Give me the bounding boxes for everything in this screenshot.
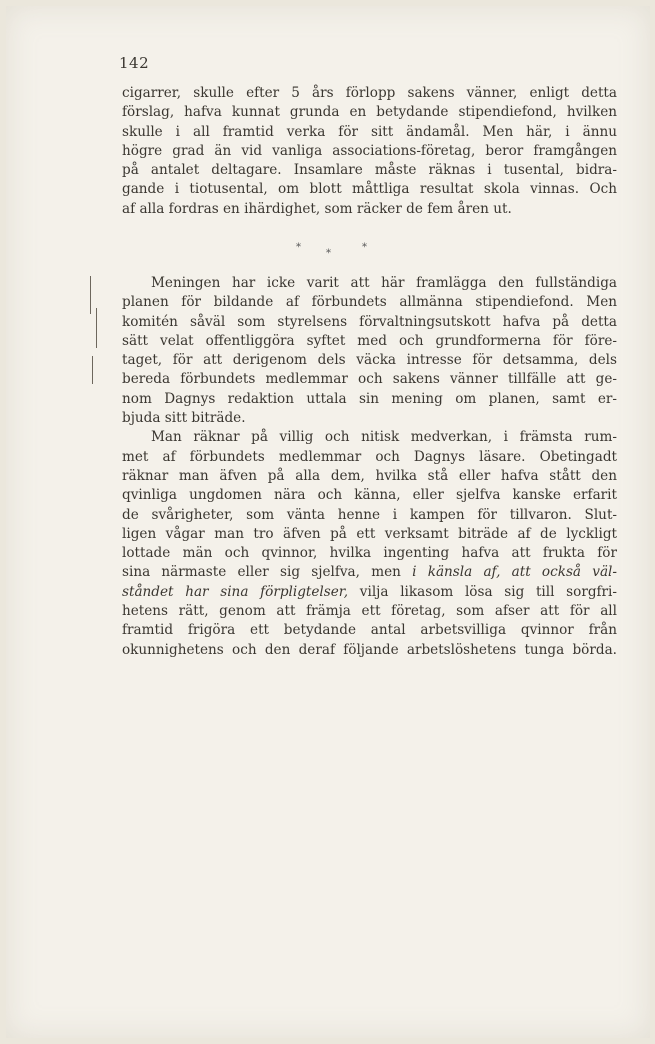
text-line: okunnighetens och den deraf följande arbetslöshetens tunga börda. (122, 641, 617, 658)
text-line (122, 563, 617, 582)
text-line: skulle i all framtid verka för sitt ändamål. Men här, i ännu (122, 123, 617, 140)
text-line: de svårigheter, som vänta henne i kampen för tillvaron. Slut- (122, 506, 617, 523)
italic-text: i känsla af, att också väl- (412, 564, 617, 581)
text-run: sina närmaste eller sig sjelfva, men (122, 564, 413, 581)
text-line: bereda förbundets medlemmar och sakens vänner tillfälle att ge- (122, 371, 617, 388)
text-line: hetens rätt, genom att främja ett företag, som afser att för all (122, 603, 617, 620)
text-line: af alla fordras en ihärdighet, som räcker de fem åren ut. (122, 200, 512, 217)
italic-text: ståndet har sina förpligtelser, (122, 583, 349, 600)
section-asterism (296, 242, 376, 262)
text-line: räknar man äfven på alla dem, hvilka stå eller hafva stått den (122, 467, 617, 484)
text-line: högre grad än vid vanliga associations-företag, beror framgången (122, 142, 617, 159)
text-line: cigarrer, skulle efter 5 års förlopp sakens vänner, enligt detta (122, 85, 617, 101)
text-line: qvinliga ungdomen nära och känna, eller sjelfva kanske erfarit (122, 487, 617, 504)
text-line: på antalet deltagare. Insamlare måste räknas i tusental, bidra- (122, 162, 617, 179)
text-line: gande i tiotusental, om blott måttliga resultat skola vinnas. Och (122, 181, 617, 198)
text-line: Man räknar på villig och nitisk medverkan, i främsta rum- (151, 429, 617, 446)
asterisk: * (326, 248, 331, 259)
text-run: vilja likasom lösa sig till sorgfri- (348, 583, 617, 600)
margin-line (90, 276, 91, 314)
text-line: förslag, hafva kunnat grunda en betydande stipendiefond, hvilken (122, 104, 617, 121)
text-line: planen för bildande af förbundets allmänna stipendiefond. Men (122, 294, 617, 311)
margin-line (92, 356, 93, 384)
text-line: bjuda sitt biträde. (122, 410, 246, 427)
paragraph-1 (122, 84, 617, 219)
paragraph-2 (122, 274, 617, 660)
asterisk: * (362, 242, 367, 253)
text-line (122, 583, 617, 602)
book-page (6, 6, 650, 1038)
margin-line (96, 308, 97, 348)
text-line: lottade män och qvinnor, hvilka ingenting hafva att frukta för (122, 545, 617, 562)
text-line: Meningen har icke varit att här framlägga den fullständiga (151, 275, 617, 291)
page-number: 142 (119, 54, 150, 72)
text-line: taget, för att derigenom dels väcka intresse för detsamma, dels (122, 352, 617, 369)
text-line: sätt velat offentliggöra syftet med och grundformerna för före- (122, 332, 617, 349)
text-line: ligen vågar man tro äfven på ett verksamt biträde af de lyckligt (122, 525, 617, 542)
text-line: komitén såväl som styrelsens förvaltningsutskott hafva på detta (122, 313, 617, 330)
text-line: met af förbundets medlemmar och Dagnys läsare. Obetingadt (122, 448, 617, 465)
text-line: framtid frigöra ett betydande antal arbetsvilliga qvinnor från (122, 622, 617, 639)
text-line: nom Dagnys redaktion uttala sin mening om planen, samt er- (122, 390, 617, 407)
asterisk: * (296, 242, 301, 253)
